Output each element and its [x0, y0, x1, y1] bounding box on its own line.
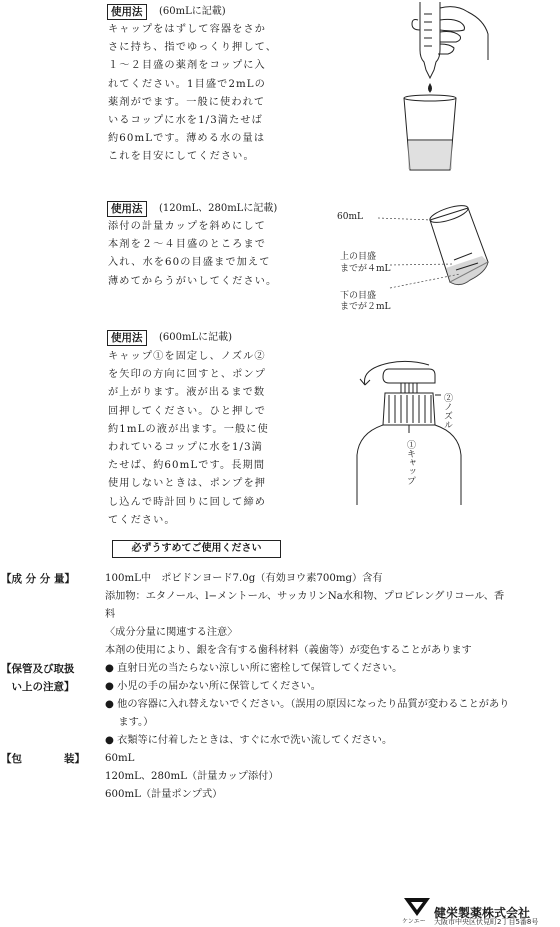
usage1-line: いるコップに水を1/3満たせば: [108, 115, 263, 127]
usage3-label: 使用法: [107, 330, 147, 346]
usage2-line: 添付の計量カップを斜めにして: [108, 221, 266, 232]
usage2-line: 本剤を２〜４目盛のところまで: [108, 239, 267, 251]
usage3-line: 使用しないときは、ポンプを押: [108, 478, 267, 490]
ingredients-related-title: 〈成分分量に関連する注意〉: [105, 627, 238, 638]
package-line: 120mL、280mL（計量カップ添付）: [105, 771, 279, 782]
package-heading: 【包 装】: [1, 753, 85, 765]
usage1-line: れてください。1目盛で2mLの: [108, 78, 266, 90]
usage1-line: 薬剤がでます。一般に使われて: [108, 96, 266, 108]
upper-mark-label-2: までが４mL: [340, 264, 391, 274]
company-name: 健栄製薬株式会社: [434, 906, 531, 920]
usage1-text: [108, 21, 277, 167]
usage2-line: 入れ、水を60の目盛まで加えて: [108, 257, 271, 269]
usage1-label: 使用法: [107, 4, 147, 20]
lower-mark-label-1: 下の目盛: [340, 291, 377, 301]
company-logo-icon: [402, 896, 432, 918]
usage3-note: (600mLに記載): [159, 332, 233, 343]
usage2-text: [108, 218, 277, 291]
usage3-line: てください。: [108, 514, 176, 526]
logo-caption: ケンエー: [402, 918, 426, 925]
usage3-line: が上がります。液が出るまで数: [108, 387, 266, 399]
ingredients-related-text: 本剤の使用により、銀を含有する歯科材料（義歯等）が変色することがあります: [105, 645, 472, 656]
usage1-line: 約60mLです。薄める水の量は: [108, 133, 266, 145]
storage-heading-1: 【保管及び取扱: [1, 663, 75, 675]
usage1-line: これを目安にしてください。: [108, 151, 255, 163]
usage1-line: １〜２目盛の薬剤をコップに入: [108, 60, 266, 72]
usage2-note: (120mL、280mLに記載): [159, 203, 278, 214]
nozzle-label: ②ノズル: [442, 393, 452, 429]
package-line: 60mL: [105, 753, 135, 764]
usage2-line: 薄めてからうがいしてください。: [108, 275, 278, 287]
hand-bottle-cup-illustration: [380, 0, 490, 175]
usage2-label: 使用法: [107, 201, 147, 217]
ingredients-heading: 【成 分 分 量】: [1, 573, 75, 585]
ingredients-line2b: 料: [105, 609, 116, 620]
usage3-line: キャップ①を固定し、ノズル②: [108, 351, 266, 362]
package-line: 600mL（計量ポンプ式）: [105, 789, 223, 800]
storage-item: ● 衣類等に付着したときは、すぐに水で洗い流してください。: [105, 735, 393, 746]
storage-item: ます。）: [105, 717, 154, 728]
ingredients-line2a: 添加物：エタノール、l−メントール、サッカリンNa水和物、プロピレングリコール、香: [105, 591, 505, 602]
usage3-line: たせば、約60mLです。長期間: [108, 460, 266, 472]
storage-heading-2: い上の注意】: [1, 681, 75, 693]
storage-item: ● 他の容器に入れ替えないでください。（誤用の原因になったり品質が変わることがあり: [105, 699, 510, 710]
mark-60ml-label: 60mL: [337, 212, 363, 222]
usage3-text: [108, 348, 269, 530]
storage-item: ● 小児の手の届かない所に保管してください。: [105, 681, 321, 692]
usage1-note: (60mLに記載): [159, 6, 226, 17]
company-address: 大阪市中央区伏見町2丁目5番8号: [434, 918, 539, 926]
dilute-notice: 必ずうすめてご使用ください: [112, 540, 281, 558]
usage1-line: キャップをはずして容器をさか: [108, 24, 267, 35]
usage1-line: さに持ち、指でゆっくり押して、: [108, 42, 278, 54]
cap-label: ①キャップ: [405, 440, 415, 485]
ingredients-line1: 100mL中 ポビドンヨード7.0g（有効ヨウ素700mg）含有: [105, 573, 383, 584]
usage3-line: を矢印の方向に回すと、ポンプ: [108, 369, 267, 381]
storage-item: ● 直射日光の当たらない涼しい所に密栓して保管してください。: [105, 663, 403, 674]
lower-mark-label-2: までが２mL: [340, 302, 391, 312]
usage3-line: し込んで時計回りに回して締め: [108, 496, 267, 508]
usage3-line: 回押してください。ひと押しで: [108, 405, 267, 417]
upper-mark-label-1: 上の目盛: [340, 252, 377, 262]
usage3-line: 約1mLの液が出ます。一般に使: [108, 423, 269, 435]
usage3-line: われているコップに水を1/3満: [108, 442, 263, 454]
